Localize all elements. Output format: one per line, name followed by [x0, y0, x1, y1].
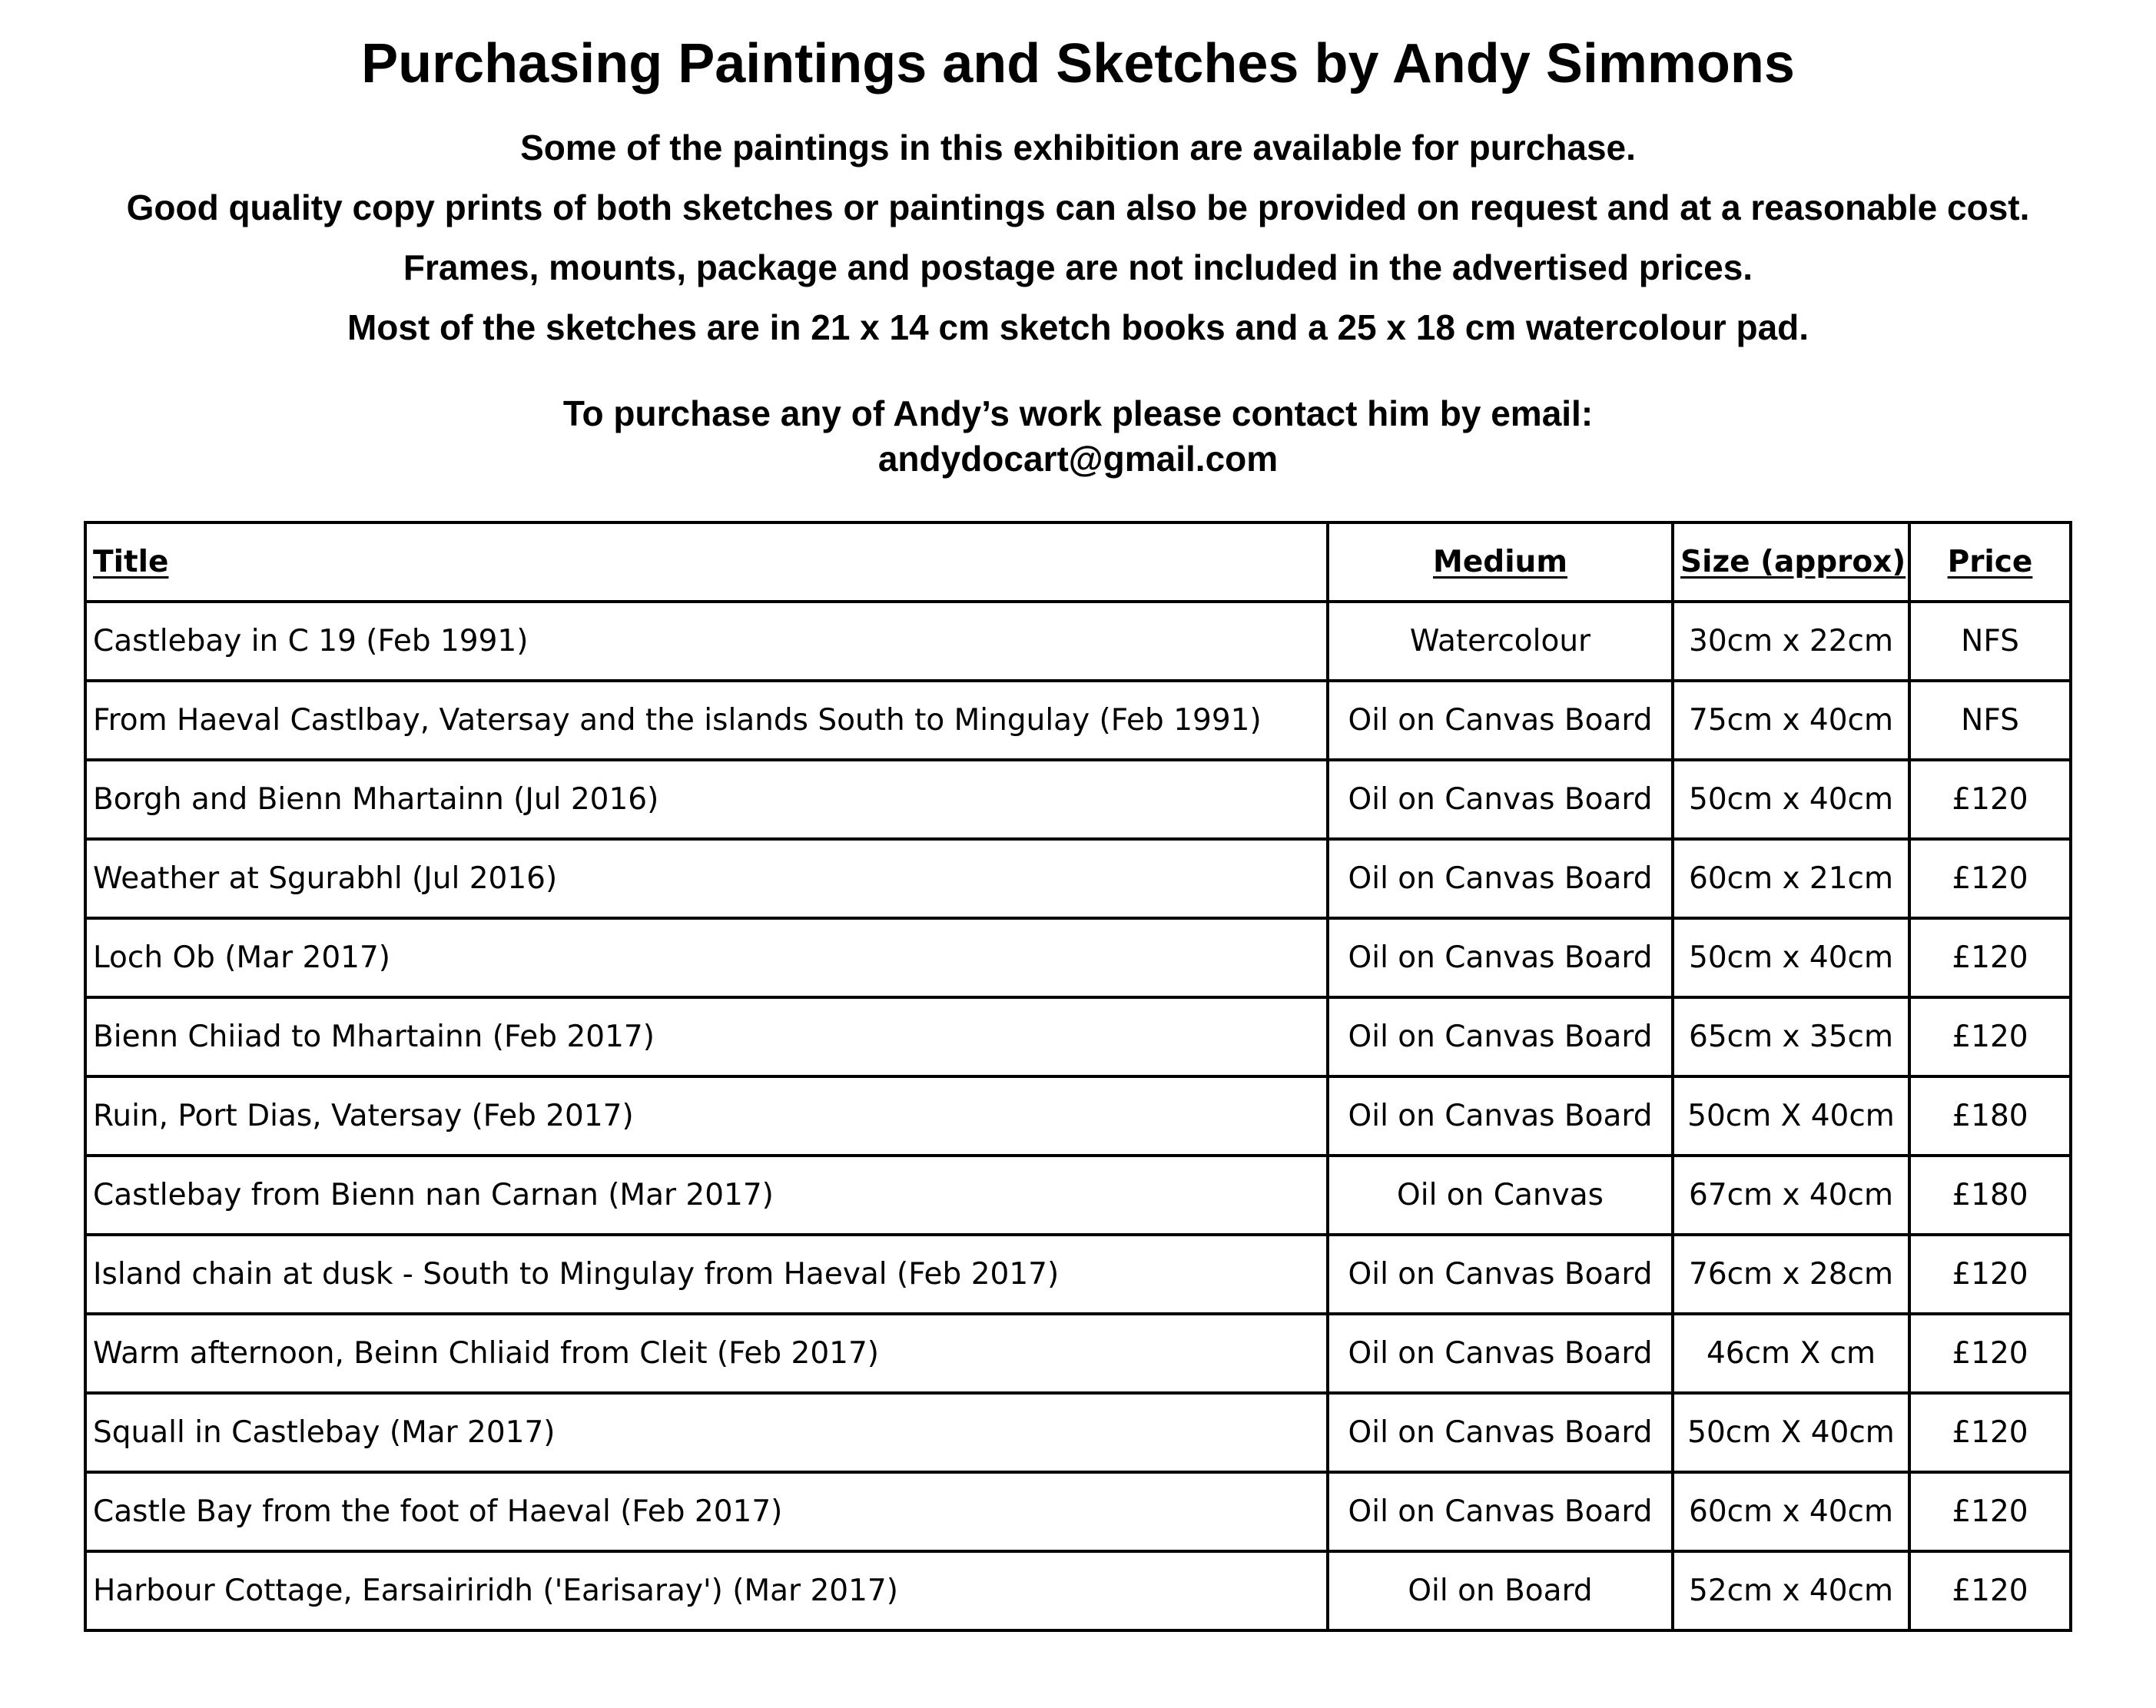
table-row — [85, 1156, 2071, 1235]
cell-size: 50cm x 40cm — [1673, 918, 1909, 997]
intro-prints: Good quality copy prints of both sketches or paintings can also be provided on request and at a reasonable cost. — [126, 187, 2030, 227]
cell-price: £120 — [1909, 1235, 2071, 1314]
cell-price: £180 — [1909, 1076, 2071, 1156]
cell-price: £120 — [1909, 918, 2071, 997]
cell-price: £180 — [1909, 1156, 2071, 1235]
table-row — [85, 997, 2071, 1076]
cell-medium: Oil on Canvas Board — [1328, 997, 1673, 1076]
table-row — [85, 602, 2071, 681]
intro-exclusions: Frames, mounts, package and postage are not included in the advertised prices. — [403, 247, 1753, 287]
intro-availability: Some of the paintings in this exhibition are available for purchase. — [520, 128, 1636, 167]
cell-price: NFS — [1909, 681, 2071, 760]
cell-size: 76cm x 28cm — [1673, 1235, 1909, 1314]
cell-price: £120 — [1909, 760, 2071, 839]
cell-title: Harbour Cottage, Earsairiridh ('Earisaray') (Mar 2017) — [85, 1551, 1328, 1630]
cell-medium: Oil on Canvas Board — [1328, 1314, 1673, 1393]
price-table — [84, 521, 2072, 1632]
cell-medium: Oil on Canvas Board — [1328, 1076, 1673, 1156]
cell-title: Squall in Castlebay (Mar 2017) — [85, 1393, 1328, 1472]
cell-title: Weather at Sgurabhl (Jul 2016) — [85, 839, 1328, 918]
cell-medium: Oil on Canvas Board — [1328, 1235, 1673, 1314]
table-row — [85, 760, 2071, 839]
cell-title: Borgh and Bienn Mhartainn (Jul 2016) — [85, 760, 1328, 839]
table-row — [85, 918, 2071, 997]
cell-medium: Oil on Canvas Board — [1328, 681, 1673, 760]
cell-price: £120 — [1909, 1393, 2071, 1472]
cell-title: Castlebay from Bienn nan Carnan (Mar 2017) — [85, 1156, 1328, 1235]
contact-instruction: To purchase any of Andy’s work please contact him by email: — [562, 393, 1594, 433]
cell-title: Warm afternoon, Beinn Chliaid from Cleit (Feb 2017) — [85, 1314, 1328, 1393]
cell-title: Loch Ob (Mar 2017) — [85, 918, 1328, 997]
cell-medium: Oil on Canvas — [1328, 1156, 1673, 1235]
cell-medium: Oil on Canvas Board — [1328, 1393, 1673, 1472]
table-header-row — [85, 522, 2071, 602]
table-row — [85, 1314, 2071, 1393]
cell-title: Island chain at dusk - South to Mingulay from Haeval (Feb 2017) — [85, 1235, 1328, 1314]
cell-title: Castlebay in C 19 (Feb 1991) — [85, 602, 1328, 681]
cell-price: £120 — [1909, 1472, 2071, 1551]
table-row — [85, 1235, 2071, 1314]
cell-price: £120 — [1909, 1314, 2071, 1393]
cell-medium: Oil on Canvas Board — [1328, 760, 1673, 839]
table-row — [85, 1076, 2071, 1156]
column-header-medium: Medium — [1328, 522, 1673, 602]
cell-size: 50cm X 40cm — [1673, 1393, 1909, 1472]
column-header-title: Title — [85, 522, 1328, 602]
cell-medium: Oil on Canvas Board — [1328, 839, 1673, 918]
table-row — [85, 839, 2071, 918]
cell-size: 60cm x 40cm — [1673, 1472, 1909, 1551]
table-row — [85, 1551, 2071, 1630]
column-header-price: Price — [1909, 522, 2071, 602]
cell-size: 50cm X 40cm — [1673, 1076, 1909, 1156]
column-header-size: Size (approx) — [1673, 522, 1909, 602]
page-title: Purchasing Paintings and Sketches by Andy Simmons — [361, 33, 1795, 95]
cell-size: 67cm x 40cm — [1673, 1156, 1909, 1235]
intro-sketch-sizes: Most of the sketches are in 21 x 14 cm sketch books and a 25 x 18 cm watercolour pad. — [347, 307, 1809, 347]
cell-medium: Oil on Canvas Board — [1328, 1472, 1673, 1551]
cell-size: 46cm X cm — [1673, 1314, 1909, 1393]
cell-price: £120 — [1909, 1551, 2071, 1630]
cell-size: 75cm x 40cm — [1673, 681, 1909, 760]
cell-size: 30cm x 22cm — [1673, 602, 1909, 681]
cell-price: £120 — [1909, 997, 2071, 1076]
cell-price: £120 — [1909, 839, 2071, 918]
cell-title: Castle Bay from the foot of Haeval (Feb 2017) — [85, 1472, 1328, 1551]
cell-medium: Oil on Canvas Board — [1328, 918, 1673, 997]
table-row — [85, 1393, 2071, 1472]
cell-medium: Oil on Board — [1328, 1551, 1673, 1630]
cell-price: NFS — [1909, 602, 2071, 681]
table-row — [85, 681, 2071, 760]
cell-size: 52cm x 40cm — [1673, 1551, 1909, 1630]
cell-size: 65cm x 35cm — [1673, 997, 1909, 1076]
cell-size: 50cm x 40cm — [1673, 760, 1909, 839]
contact-email: andydocart@gmail.com — [877, 439, 1279, 479]
cell-title: From Haeval Castlbay, Vatersay and the islands South to Mingulay (Feb 1991) — [85, 681, 1328, 760]
cell-size: 60cm x 21cm — [1673, 839, 1909, 918]
cell-medium: Watercolour — [1328, 602, 1673, 681]
cell-title: Ruin, Port Dias, Vatersay (Feb 2017) — [85, 1076, 1328, 1156]
cell-title: Bienn Chiiad to Mhartainn (Feb 2017) — [85, 997, 1328, 1076]
table-row — [85, 1472, 2071, 1551]
